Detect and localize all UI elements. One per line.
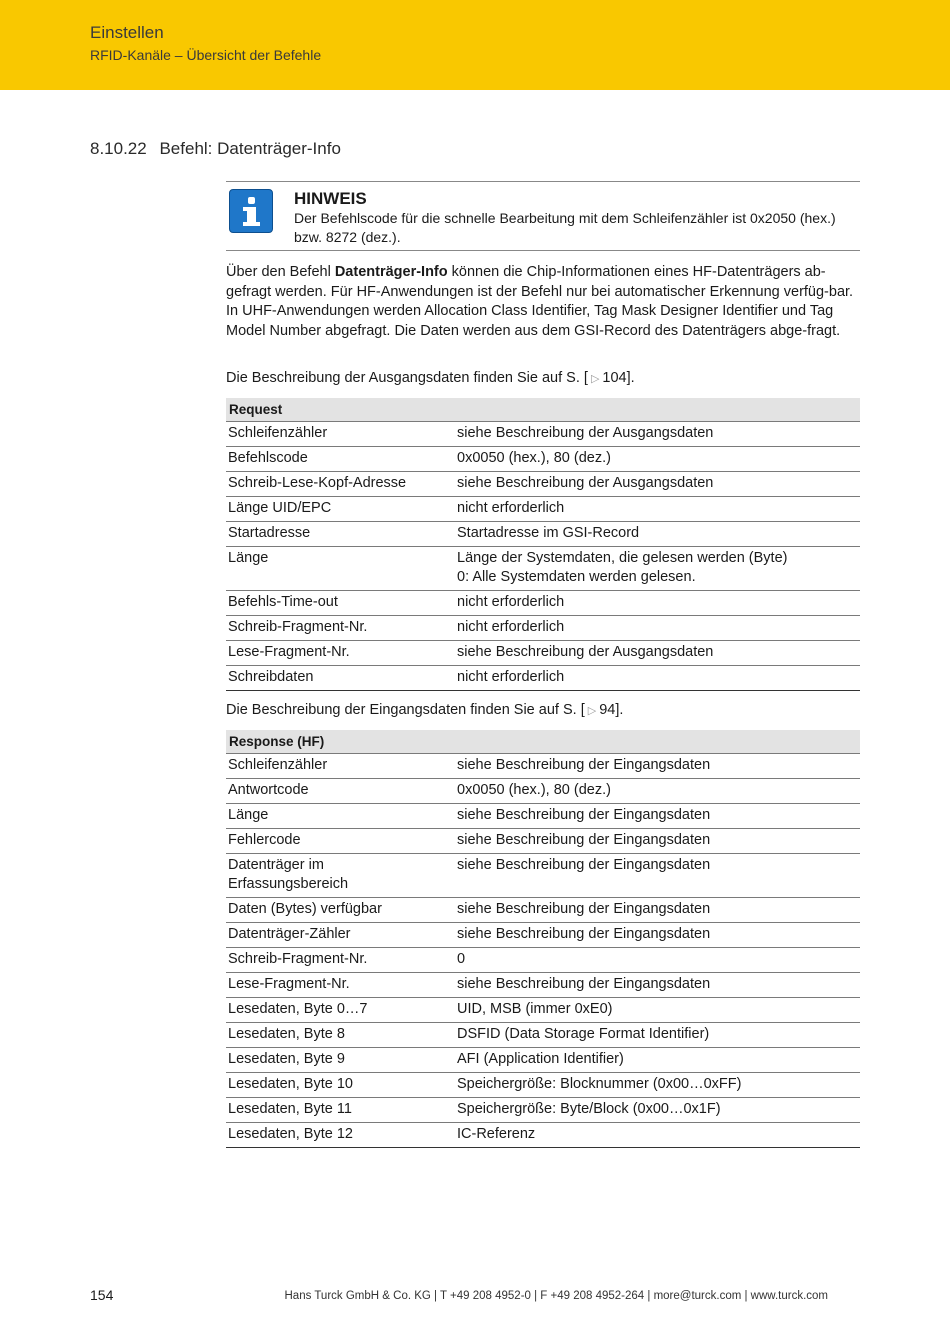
page-header: [0, 0, 950, 90]
parameter-cell: Lese-Fragment-Nr.: [226, 973, 455, 998]
section-heading: [90, 139, 341, 159]
table-row: [226, 447, 860, 472]
footer-contact: Hans Turck GmbH & Co. KG | T +49 208 4952-0 | F +49 208 4952-264 | more@turck.com | www.turck.com: [284, 1290, 828, 1302]
value-cell: 0: [455, 948, 860, 973]
parameter-cell: Startadresse: [226, 522, 455, 547]
table-row: [226, 898, 860, 923]
output-ref-text: Die Beschreibung der Ausgangsdaten finden Sie auf S.: [226, 370, 580, 386]
parameter-cell: Länge: [226, 804, 455, 829]
intro-paragraph: [226, 263, 860, 341]
table-row: [226, 497, 860, 522]
value-cell: AFI (Application Identifier): [455, 1048, 860, 1073]
value-cell: nicht erforderlich: [455, 616, 860, 641]
table-row: [226, 522, 860, 547]
value-cell: Speichergröße: Byte/Block (0x00…0x1F): [455, 1098, 860, 1123]
page-number: 154: [90, 1287, 114, 1303]
intro-text-start: Über den Befehl: [226, 264, 335, 280]
value-cell: nicht erforderlich: [455, 666, 860, 691]
note-box: [226, 181, 860, 251]
value-cell: siehe Beschreibung der Eingangsdaten: [455, 804, 860, 829]
output-reference: [226, 369, 860, 390]
table-row: [226, 472, 860, 497]
value-cell: UID, MSB (immer 0xE0): [455, 998, 860, 1023]
table-row: [226, 829, 860, 854]
value-cell: nicht erforderlich: [455, 591, 860, 616]
table-row: [226, 948, 860, 973]
table-row: [226, 591, 860, 616]
table-row: [226, 666, 860, 691]
section-number: 8.10.22: [90, 139, 147, 158]
note-title: HINWEIS: [294, 189, 367, 208]
request-table: [226, 398, 860, 691]
parameter-cell: Antwortcode: [226, 779, 455, 804]
value-cell: Speichergröße: Blocknummer (0x00…0xFF): [455, 1073, 860, 1098]
value-cell: siehe Beschreibung der Eingangsdaten: [455, 854, 860, 898]
intro-text-end: können die Chip-Informationen eines HF-Datenträgers ab-gefragt werden. Für HF-Anwendungen ist der Befehl nur bei automatischer Erkennung verfüg-bar. In UHF-Anwendungen werden Allocation Class Identifier, Tag Mask Designer Identifier und Tag Model Number abgefragt. Die Daten werden aus dem GSI-Record des Datenträgers abge-fragt.: [226, 264, 854, 339]
input-ref-page: 94: [599, 702, 616, 718]
parameter-cell: Datenträger im Erfassungsbereich: [226, 854, 455, 898]
parameter-cell: Schleifenzähler: [226, 754, 455, 779]
table-row: [226, 779, 860, 804]
value-cell: 0x0050 (hex.), 80 (dez.): [455, 779, 860, 804]
table-row: [226, 854, 860, 898]
chapter-subtitle: RFID-Kanäle – Übersicht der Befehle: [90, 47, 322, 63]
output-ref-link[interactable]: [ ▷ 104].: [583, 370, 635, 386]
parameter-cell: Daten (Bytes) verfügbar: [226, 898, 455, 923]
table-row: [226, 1048, 860, 1073]
value-cell: siehe Beschreibung der Eingangsdaten: [455, 898, 860, 923]
info-icon: [229, 189, 273, 233]
intro-command-name: Datenträger-Info: [334, 264, 448, 280]
value-cell: 0x0050 (hex.), 80 (dez.): [455, 447, 860, 472]
note-text: Der Befehlscode für die schnelle Bearbeitung mit dem Schleifenzähler ist 0x2050 (hex.) bzw. 8272 (dez.).: [294, 210, 836, 245]
parameter-cell: Lesedaten, Byte 12: [226, 1123, 455, 1148]
chapter-title: Einstellen: [90, 23, 164, 42]
parameter-cell: Lesedaten, Byte 8: [226, 1023, 455, 1048]
value-cell: siehe Beschreibung der Eingangsdaten: [455, 923, 860, 948]
response-table-header: Response (HF): [226, 730, 860, 754]
table-row: [226, 547, 860, 591]
request-table-header: Request: [226, 398, 860, 422]
parameter-cell: Lese-Fragment-Nr.: [226, 641, 455, 666]
parameter-cell: Schreib-Fragment-Nr.: [226, 948, 455, 973]
table-row: [226, 998, 860, 1023]
table-row: [226, 1123, 860, 1148]
value-cell: siehe Beschreibung der Ausgangsdaten: [455, 472, 860, 497]
table-row: [226, 1023, 860, 1048]
parameter-cell: Befehlscode: [226, 447, 455, 472]
parameter-cell: Länge UID/EPC: [226, 497, 455, 522]
value-cell: Länge der Systemdaten, die gelesen werden (Byte) 0: Alle Systemdaten werden gelesen.: [455, 547, 860, 591]
page-arrow-icon: ▷: [587, 705, 597, 717]
table-row: [226, 616, 860, 641]
value-cell: nicht erforderlich: [455, 497, 860, 522]
parameter-cell: Lesedaten, Byte 0…7: [226, 998, 455, 1023]
parameter-cell: Schreib-Lese-Kopf-Adresse: [226, 472, 455, 497]
parameter-cell: Lesedaten, Byte 10: [226, 1073, 455, 1098]
table-row: [226, 422, 860, 447]
table-row: [226, 754, 860, 779]
table-row: [226, 973, 860, 998]
table-row: [226, 923, 860, 948]
table-row: [226, 641, 860, 666]
parameter-cell: Länge: [226, 547, 455, 591]
value-cell: IC-Referenz: [455, 1123, 860, 1148]
value-cell: DSFID (Data Storage Format Identifier): [455, 1023, 860, 1048]
parameter-cell: Schreibdaten: [226, 666, 455, 691]
section-title: Befehl: Datenträger-Info: [159, 139, 341, 158]
value-cell: siehe Beschreibung der Eingangsdaten: [455, 973, 860, 998]
value-cell: siehe Beschreibung der Ausgangsdaten: [455, 422, 860, 447]
input-ref-link[interactable]: [ ▷ 94].: [580, 702, 624, 718]
parameter-cell: Schreib-Fragment-Nr.: [226, 616, 455, 641]
parameter-cell: Lesedaten, Byte 11: [226, 1098, 455, 1123]
input-ref-text: Die Beschreibung der Eingangsdaten finden Sie auf S.: [226, 702, 577, 718]
parameter-cell: Datenträger-Zähler: [226, 923, 455, 948]
output-ref-page: 104: [602, 370, 627, 386]
page-arrow-icon: ▷: [590, 373, 600, 385]
table-row: [226, 1073, 860, 1098]
parameter-cell: Befehls-Time-out: [226, 591, 455, 616]
value-cell: siehe Beschreibung der Eingangsdaten: [455, 829, 860, 854]
response-table: [226, 730, 860, 1148]
parameter-cell: Lesedaten, Byte 9: [226, 1048, 455, 1073]
table-row: [226, 1098, 860, 1123]
value-cell: siehe Beschreibung der Eingangsdaten: [455, 754, 860, 779]
input-reference: [226, 701, 860, 722]
parameter-cell: Schleifenzähler: [226, 422, 455, 447]
table-row: [226, 804, 860, 829]
value-cell: Startadresse im GSI-Record: [455, 522, 860, 547]
value-cell: siehe Beschreibung der Ausgangsdaten: [455, 641, 860, 666]
parameter-cell: Fehlercode: [226, 829, 455, 854]
